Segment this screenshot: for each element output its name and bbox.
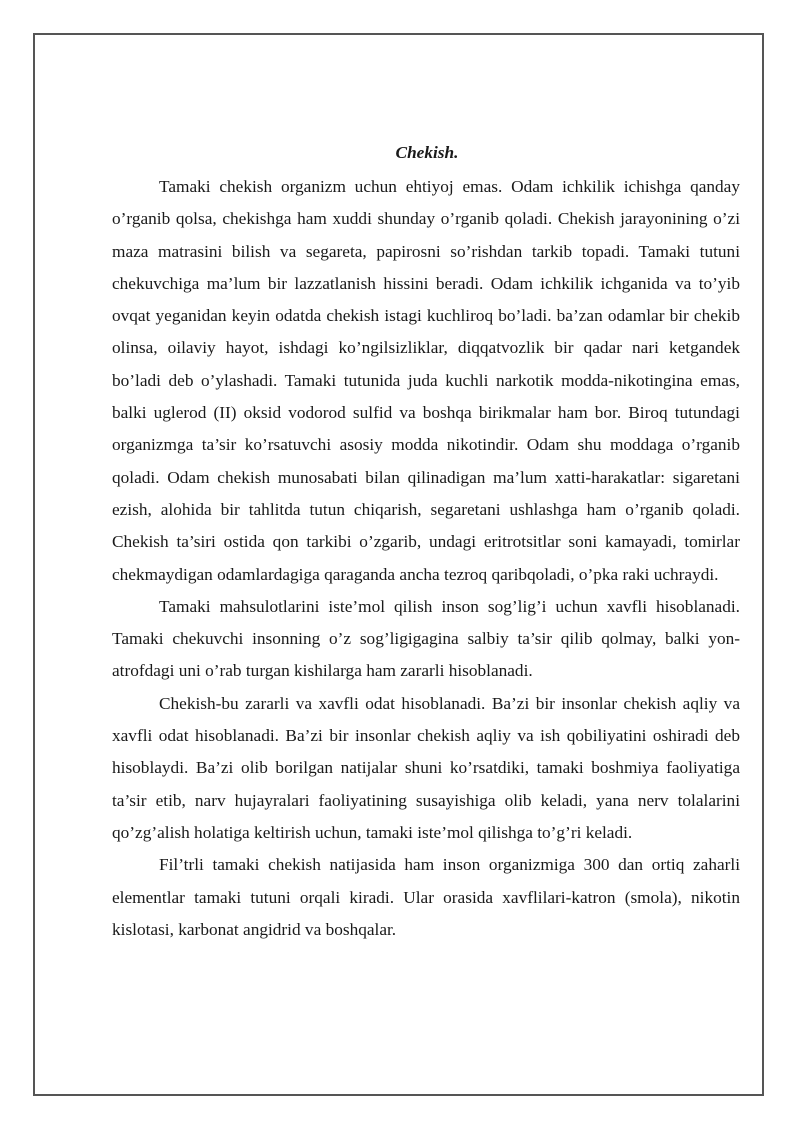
paragraph-3: Chekish-bu zararli va xavfli odat hisoblanadi. Ba’zi bir insonlar chekish aqliy va xavfli odat hisoblanadi. Ba’zi bir insonlar chekish aqliy va ish qobiliyatini oshiradi deb hisoblaydi. Ba’zi olib borilgan natijalar shuni ko’rsatdiki, tamaki boshmiya faoliyatiga ta’sir etib, narv hujayralari faoliyatining susayishiga olib keladi, yana nerv tolalarini qo’zg’alish holatiga keltirish uchun, tamaki iste’mol qilishga to’g’ri keladi. xyxy=(112,693,740,842)
document-body xyxy=(112,137,740,946)
document-title: Chekish. xyxy=(395,143,459,162)
paragraph-2: Tamaki mahsulotlarini iste’mol qilish inson sog’lig’i uchun xavfli hisoblanadi. Tamaki chekuvchi insonning o’z sog’ligigagina salbiy ta’sir qilib qolmay, balki yon-atrofdagi uni o’rab turgan kishilarga ham zararli hisoblanadi. xyxy=(112,596,740,681)
paragraph-4: Fil’trli tamaki chekish natijasida ham inson organizmiga 300 dan ortiq zaharli elementlar tamaki tutuni orqali kiradi. Ular orasida xavflilari-katron (smola), nikotin kislotasi, karbonat angidrid va boshqalar. xyxy=(112,855,740,939)
paragraph-1: Tamaki chekish organizm uchun ehtiyoj emas. Odam ichkilik ichishga qanday o’rganib qolsa, chekishga ham xuddi shunday o’rganib qoladi. Chekish jarayonining o’zi maza matrasini bilish va segareta, papirosni so’rishdan tarkib topadi. Tamaki tutuni chekuvchiga ma’lum bir lazzatlanish hissini beradi. Odam ichkilik ichganida va to’yib ovqat yeganidan keyin odatda chekish istagi kuchliroq bo’ladi. ba’zan odamlar bir chekib olinsa, oilaviy hayot, ishdagi ko’ngilsizliklar, diqqatvozlik bir qadar nari ketgandek bo’ladi deb o’ylashadi. Tamaki tutunida juda kuchli narkotik modda-nikotingina emas, balki uglerod (II) oksid vodorod sulfid va boshqa birikmalar ham bor. Biroq tutundagi organizmga ta’sir ko’rsatuvchi asosiy modda nikotindir. Odam shu moddaga o’rganib qoladi. Odam chekish munosabati bilan qilinadigan ma’lum xatti-harakatlar: sigaretani ezish, alohida bir tahlitda tutun chiqarish, segaretani ushlashga ham o’rganib qoladi. Chekish ta’siri ostida qon tarkibi o’zgarib, undagi eritrotsitlar soni kamayadi, tomirlar chekmaydigan odamlardagiga qaraganda ancha tezroq qaribqoladi, o’pka raki uchraydi. xyxy=(112,177,740,584)
